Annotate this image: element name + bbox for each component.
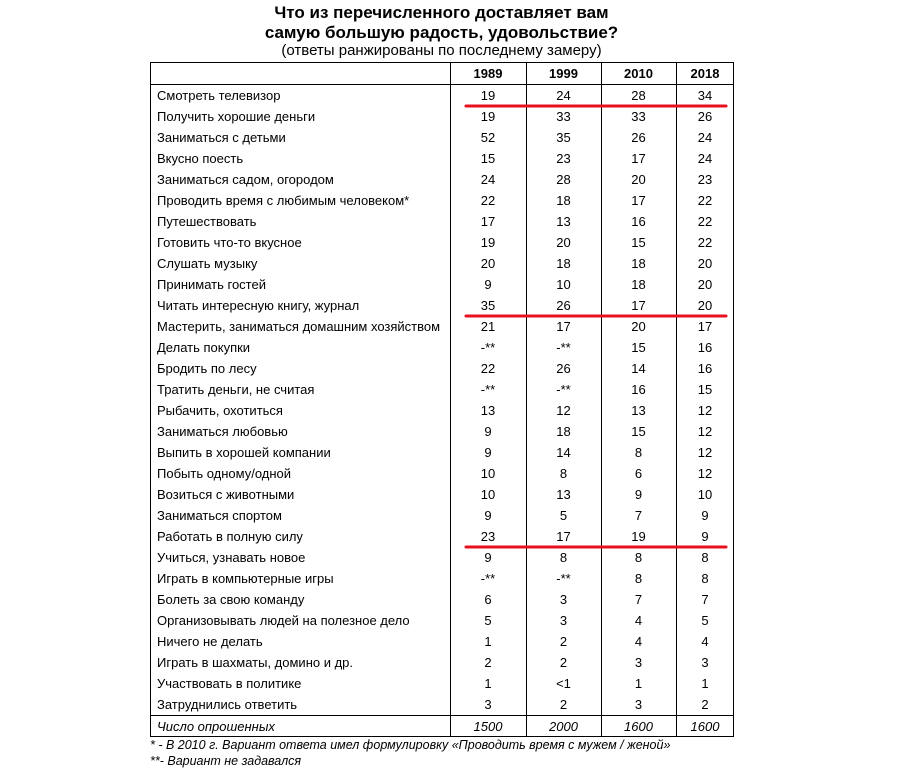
table-cell: 9 <box>484 277 492 292</box>
table-cell: 35 <box>480 298 496 313</box>
table-cell: 24 <box>697 130 713 145</box>
table-cell: 6 <box>634 466 643 481</box>
table-cell: 1 <box>634 676 643 691</box>
table-cell: 3 <box>484 697 492 712</box>
respondents-count: 1600 <box>624 719 653 734</box>
row-label: Работать в полную силу <box>157 529 303 544</box>
table-cell: 20 <box>697 256 713 271</box>
table-cell: 16 <box>697 340 713 355</box>
table-cell: 10 <box>697 487 713 502</box>
table-cell: 22 <box>697 193 713 208</box>
table-cell: 26 <box>697 109 713 124</box>
table-cell: 26 <box>556 298 571 313</box>
footnote-double-asterisk: **- Вариант не задавался <box>150 754 302 768</box>
table-cell: 12 <box>697 403 713 418</box>
table-cell: 18 <box>556 193 571 208</box>
table-cell: 18 <box>631 256 646 271</box>
table-cell: 26 <box>631 130 646 145</box>
table-cell: -** <box>480 382 496 397</box>
row-label: Рыбачить, охотиться <box>157 403 283 418</box>
table-cell: 16 <box>631 382 646 397</box>
table-cell: 5 <box>559 508 568 523</box>
table-cell: 22 <box>480 193 496 208</box>
table-cell: 5 <box>484 613 492 628</box>
table-cell: 17 <box>631 298 646 313</box>
survey-question-line-2: самую большую радость, удовольствие? <box>264 23 619 42</box>
table-cell: 10 <box>556 277 571 292</box>
table-cell: -** <box>556 340 571 355</box>
table-cell: 19 <box>631 529 646 544</box>
table-cell: 1 <box>484 676 492 691</box>
table-cell: 9 <box>634 487 643 502</box>
survey-subtitle: (ответы ранжированы по последнему замеру) <box>281 42 602 59</box>
table-cell: 20 <box>631 319 646 334</box>
table-cell: 9 <box>484 445 492 460</box>
table-cell: 28 <box>631 88 646 103</box>
table-cell: 8 <box>559 550 568 565</box>
table-cell: 26 <box>556 361 571 376</box>
row-label: Выпить в хорошей компании <box>157 445 331 460</box>
table-cell: 13 <box>631 403 646 418</box>
table-cell: 9 <box>484 508 492 523</box>
row-label: Ничего не делать <box>157 634 263 649</box>
table-cell: 10 <box>480 466 496 481</box>
respondents-count: 2000 <box>549 719 578 734</box>
column-header-1989: 1989 <box>473 66 503 81</box>
table-cell: -** <box>480 571 496 586</box>
table-cell: 17 <box>631 193 646 208</box>
table-cell: -** <box>556 571 571 586</box>
table-cell: 3 <box>559 613 568 628</box>
table-cell: 6 <box>484 592 492 607</box>
table-cell: 20 <box>480 256 496 271</box>
table-cell: 9 <box>484 424 492 439</box>
table-cell: 12 <box>697 424 713 439</box>
table-cell: 52 <box>480 130 496 145</box>
row-label: Мастерить, заниматься домашним хозяйством <box>157 319 441 334</box>
row-label: Участвовать в политике <box>157 676 302 691</box>
row-label: Учиться, узнавать новое <box>157 550 306 565</box>
table-cell: 8 <box>559 466 568 481</box>
table-cell: 35 <box>556 130 571 145</box>
table-cell: 17 <box>631 151 646 166</box>
table-cell: 22 <box>480 361 496 376</box>
row-label: Смотреть телевизор <box>157 88 281 103</box>
table-cell: 21 <box>480 319 496 334</box>
table-cell: <1 <box>556 676 571 691</box>
table-cell: 34 <box>697 88 713 103</box>
table-cell: 7 <box>701 592 709 607</box>
table-cell: 8 <box>701 571 709 586</box>
table-cell: 12 <box>697 445 713 460</box>
table-cell: 1 <box>701 676 709 691</box>
row-label: Побыть одному/одной <box>157 466 292 481</box>
table-cell: 7 <box>634 592 643 607</box>
table-cell: 13 <box>480 403 496 418</box>
table-cell: 16 <box>697 361 713 376</box>
row-label: Вкусно поесть <box>157 151 244 166</box>
table-cell: 8 <box>634 571 643 586</box>
table-cell: 15 <box>631 235 646 250</box>
row-label: Делать покупки <box>157 340 251 355</box>
table-cell: 19 <box>480 109 496 124</box>
table-cell: 18 <box>556 424 571 439</box>
table-cell: 7 <box>634 508 643 523</box>
table-cell: 5 <box>701 613 709 628</box>
table-cell: 12 <box>556 403 571 418</box>
column-header-1999: 1999 <box>549 66 578 81</box>
row-label: Заниматься садом, огородом <box>157 172 334 187</box>
table-cell: 20 <box>631 172 646 187</box>
row-label: Получить хорошие деньги <box>157 109 316 124</box>
table-cell: 20 <box>697 277 713 292</box>
table-cell: 1 <box>484 634 492 649</box>
table-cell: 22 <box>697 235 713 250</box>
table-cell: -** <box>480 340 496 355</box>
table-cell: 3 <box>559 592 568 607</box>
table-cell: 2 <box>559 697 568 712</box>
table-cell: 12 <box>697 466 713 481</box>
row-label: Бродить по лесу <box>157 361 257 376</box>
table-cell: 13 <box>556 214 571 229</box>
survey-question-line-1: Что из перечисленного доставляет вам <box>274 3 609 22</box>
table-cell: 4 <box>634 613 643 628</box>
table-cell: 3 <box>634 697 643 712</box>
table-cell: 4 <box>701 634 709 649</box>
table-cell: 9 <box>484 550 492 565</box>
row-label: Проводить время с любимым человеком* <box>157 193 410 208</box>
table-cell: 23 <box>556 151 571 166</box>
table-cell: 15 <box>631 424 646 439</box>
table-cell: 15 <box>697 382 713 397</box>
row-label: Затруднились ответить <box>157 697 298 712</box>
column-header-2010: 2010 <box>624 66 653 81</box>
respondents-count: 1500 <box>473 719 503 734</box>
table-cell: 24 <box>556 88 571 103</box>
row-label: Заниматься с детьми <box>157 130 286 145</box>
row-label: Играть в шахматы, домино и др. <box>157 655 354 670</box>
row-label: Заниматься спортом <box>157 508 282 523</box>
table-cell: 23 <box>480 529 496 544</box>
row-label: Играть в компьютерные игры <box>157 571 334 586</box>
table-cell: 15 <box>480 151 496 166</box>
table-cell: 9 <box>701 529 709 544</box>
table-cell: 10 <box>480 487 496 502</box>
table-cell: 24 <box>697 151 713 166</box>
table-cell: 17 <box>480 214 496 229</box>
table-cell: 2 <box>559 655 568 670</box>
row-label: Слушать музыку <box>157 256 258 271</box>
row-label: Путешествовать <box>157 214 257 229</box>
table-cell: 9 <box>701 508 709 523</box>
row-label: Возиться с животными <box>157 487 295 502</box>
row-label: Организовывать людей на полезное дело <box>157 613 410 628</box>
table-cell: 15 <box>631 340 646 355</box>
table-cell: 2 <box>559 634 568 649</box>
table-cell: 8 <box>634 550 643 565</box>
table-cell: 19 <box>480 235 496 250</box>
table-cell: 28 <box>556 172 571 187</box>
table-cell: 33 <box>631 109 646 124</box>
table-cell: 23 <box>697 172 713 187</box>
table-cell: 3 <box>701 655 709 670</box>
table-cell: 17 <box>556 529 571 544</box>
table-cell: 8 <box>701 550 709 565</box>
table-cell: -** <box>556 382 571 397</box>
column-header-2018: 2018 <box>690 66 720 81</box>
row-label: Готовить что-то вкусное <box>157 235 302 250</box>
table-cell: 20 <box>697 298 713 313</box>
respondents-count: 1600 <box>690 719 720 734</box>
row-label: Читать интересную книгу, журнал <box>157 298 360 313</box>
footnote-asterisk: * - В 2010 г. Вариант ответа имел формулировку «Проводить время с мужем / женой» <box>150 738 671 752</box>
table-cell: 16 <box>631 214 646 229</box>
table-cell: 20 <box>556 235 571 250</box>
table-cell: 24 <box>480 172 496 187</box>
table-cell: 18 <box>631 277 646 292</box>
table-cell: 17 <box>556 319 571 334</box>
table-cell: 13 <box>556 487 571 502</box>
table-cell: 2 <box>701 697 709 712</box>
table-cell: 33 <box>556 109 571 124</box>
respondents-label: Число опрошенных <box>157 719 275 734</box>
row-label: Тратить деньги, не считая <box>157 382 315 397</box>
table-cell: 8 <box>634 445 643 460</box>
row-label: Принимать гостей <box>157 277 266 292</box>
table-cell: 22 <box>697 214 713 229</box>
table-cell: 2 <box>484 655 492 670</box>
table-cell: 19 <box>480 88 496 103</box>
table-cell: 18 <box>556 256 571 271</box>
table-cell: 3 <box>634 655 643 670</box>
table-cell: 14 <box>631 361 646 376</box>
table-cell: 14 <box>556 445 571 460</box>
table-cell: 17 <box>697 319 713 334</box>
row-label: Заниматься любовью <box>157 424 288 439</box>
row-label: Болеть за свою команду <box>157 592 305 607</box>
table-cell: 4 <box>634 634 643 649</box>
